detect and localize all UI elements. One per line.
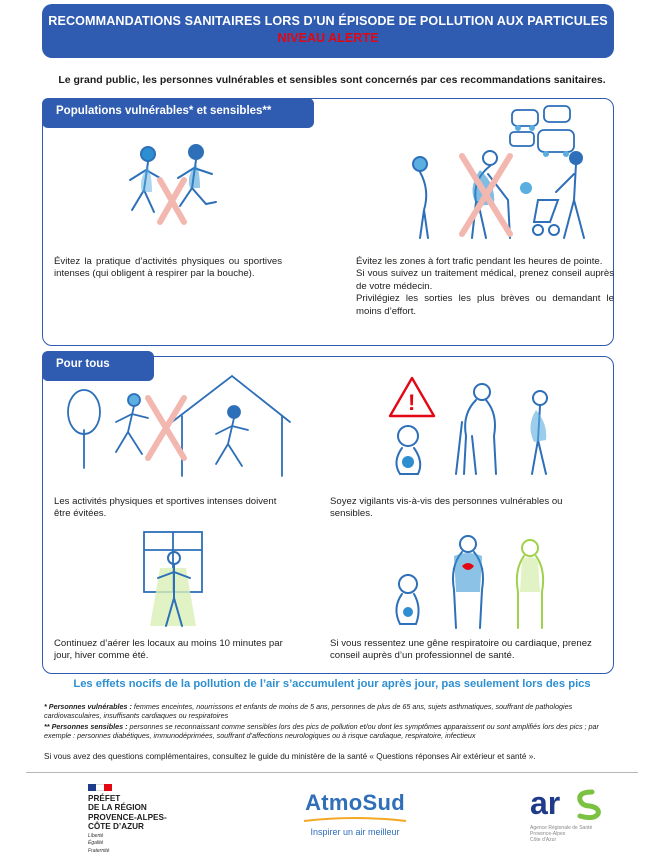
sick-people-icon — [384, 532, 558, 632]
all-item-3-text: Continuez d’aérer les locaux au moins 10 minutes par jour, hiver comme été. — [54, 638, 283, 662]
prefet-motto-2: Égalité — [88, 840, 104, 847]
ars-sub-2: Provence-Alpes — [530, 831, 566, 837]
warning-people-icon — [378, 370, 574, 482]
ars-logo — [530, 786, 620, 843]
french-flag-icon — [88, 784, 112, 791]
footnote-vulnerable — [44, 702, 624, 721]
ars-sub-1: Agence Régionale de Santé — [530, 825, 593, 831]
alert-level: NIVEAU ALERTE — [277, 31, 379, 45]
prefet-logo — [88, 784, 198, 855]
street-people-icon — [398, 150, 614, 242]
all-item-2-text: Soyez vigilants vis-à-vis des personnes vulnérables ou sensibles. — [330, 496, 563, 520]
footnote-sensitive — [44, 722, 624, 741]
prefet-line-2: DE LA RÉGION — [88, 803, 147, 813]
window-airing-icon — [138, 528, 208, 628]
all-item-4-text: Si vous ressentez une gêne respiratoire ou cardiaque, prenez conseil auprès d’un professionnel de santé. — [330, 638, 592, 662]
prefet-motto-3: Fraternité — [88, 848, 110, 855]
vulnerable-right-line-2: Si vous suivez un traitement médical, prenez conseil auprès de votre médecin. — [356, 268, 614, 292]
all-item-1-text: Les activités physiques et sportives intenses doivent être évitées. — [54, 496, 277, 520]
footnote-sensitive-text: personnes se reconnaissant comme sensibles lors des pics de pollution et/ou dont les symptômes apparaissent ou sont amplifiés lors des pics ; par exemple : personnes diabétiques, immunodéprimées, souffrant d’affections neurologiques ou à risque cardiaque, respiratoire, infectieux — [44, 722, 599, 741]
prefet-line-4: CÔTE D’AZUR — [88, 822, 144, 832]
atmosud-tagline: Inspirer un air meilleur — [310, 827, 400, 837]
atmosud-swoosh-icon — [300, 817, 410, 823]
ars-mark-icon — [530, 786, 620, 820]
svg-text:!: ! — [408, 390, 416, 415]
vulnerable-right-text — [356, 256, 614, 318]
prefet-motto-1: Liberté — [88, 832, 104, 839]
section-vulnerable-tag: Populations vulnérables* et sensibles** — [42, 98, 314, 128]
page-title: RECOMMANDATIONS SANITAIRES LORS D’UN ÉPISODE DE POLLUTION AUX PARTICULES — [48, 14, 608, 28]
svg-text:ar: ar — [530, 786, 561, 820]
footnote-vulnerable-label: * Personnes vulnérables : — [44, 702, 132, 711]
footnote-vulnerable-text: femmes enceintes, nourrissons et enfants de moins de 5 ans, personnes de plus de 65 ans, sujets asthmatiques, souffrant de pathologies cardiovasculaires, insuffisants cardiaques ou respiratoires — [44, 702, 573, 721]
prefet-line-1: PRÉFET — [88, 794, 121, 803]
header-banner — [42, 4, 614, 58]
vulnerable-right-line-3: Privilégiez les sorties les plus brèves ou demandant le moins d’effort. — [356, 293, 614, 317]
atmosud-logo — [290, 790, 420, 837]
footnote-sensitive-label: ** Personnes sensibles : — [44, 722, 128, 731]
accumulation-banner: Les effets nocifs de la pollution de l’air s’accumulent jour après jour, pas seulement lors des pics — [73, 678, 591, 690]
closing-text: Si vous avez des questions complémentaires, consultez le guide du ministère de la santé « Questions réponses Air extérieur et santé ». — [44, 752, 536, 761]
vulnerable-right-line-1: Évitez les zones à fort trafic pendant les heures de pointe. — [356, 256, 603, 267]
prefet-line-3: PROVENCE-ALPES- — [88, 812, 167, 822]
house-runner-icon — [62, 372, 292, 484]
section-all-tag: Pour tous — [42, 351, 154, 381]
footer-divider — [26, 772, 638, 773]
intro-text: Le grand public, les personnes vulnérables et sensibles sont concernés par ces recommandations sanitaires. — [58, 74, 606, 86]
atmosud-name: AtmoSud — [305, 790, 405, 815]
running-people-icon — [118, 140, 248, 240]
vulnerable-left-text: Évitez la pratique d’activités physiques ou sportives intenses (qui obligent à respirer par la bouche). — [54, 256, 282, 280]
ars-sub-3: Côte d’Azur — [530, 837, 557, 843]
